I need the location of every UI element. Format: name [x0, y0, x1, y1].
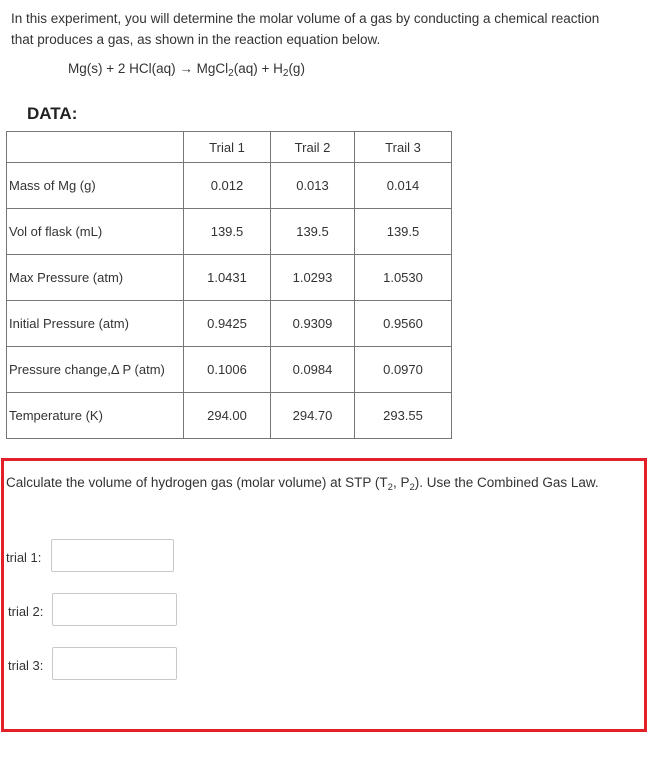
table-cell: [355, 209, 452, 255]
cell-value: 0.014: [386, 178, 420, 193]
cell-value: 0.0970: [383, 362, 423, 377]
cell-value: 0.1006: [207, 362, 247, 377]
reaction-equation: [68, 61, 305, 79]
equation-subscript-2: 2: [282, 68, 289, 79]
prompt-subscript-2: 2: [409, 482, 415, 493]
cell-value: 0.0984: [292, 362, 333, 377]
row-label: Mass of Mg (g): [7, 163, 184, 209]
table-header-row: [7, 132, 452, 163]
question-prompt: [6, 475, 599, 493]
table-cell: [271, 255, 355, 301]
table-row: [7, 163, 452, 209]
prompt-part-2: , P: [392, 475, 410, 490]
table-cell: [355, 255, 452, 301]
intro-line-1: In this experiment, you will determine the molar volume of a gas by conducting a chemical reaction: [11, 11, 600, 26]
cell-value: 293.55: [383, 408, 423, 423]
trial-1-answer-input[interactable]: [51, 539, 174, 572]
trial-1-label: trial 1:: [6, 550, 42, 565]
row-label: Pressure change,Δ P (atm): [7, 347, 184, 393]
trial-3-answer-input[interactable]: [52, 647, 177, 680]
cell-value: 0.9425: [207, 316, 247, 331]
prompt-part-3: ). Use the Combined Gas Law.: [414, 475, 599, 490]
row-label: Initial Pressure (atm): [7, 301, 184, 347]
cell-value: 1.0431: [207, 270, 247, 285]
cell-value: 139.5: [296, 224, 329, 239]
cell-value: 0.9309: [292, 316, 333, 331]
table-row: [7, 209, 452, 255]
table-header-trial-2: Trail 2: [271, 132, 355, 163]
cell-value: 0.013: [296, 178, 329, 193]
equation-part-1: Mg(s) + 2 HCl(aq) → MgCl: [68, 61, 229, 76]
trial-3-label: trial 3:: [8, 658, 44, 673]
equation-part-2: (aq) + H: [233, 61, 283, 76]
cell-value: 294.70: [292, 408, 333, 423]
table-cell: [184, 163, 271, 209]
table-cell: [271, 163, 355, 209]
table-cell: [271, 301, 355, 347]
data-heading: DATA:: [27, 104, 78, 123]
trial-2-answer-input[interactable]: [52, 593, 177, 626]
prompt-part-1: Calculate the volume of hydrogen gas (molar volume) at STP (T: [6, 475, 388, 490]
equation-part-3: (g): [288, 61, 305, 76]
prompt-subscript-1: 2: [387, 482, 393, 493]
cell-value: 139.5: [210, 224, 244, 239]
intro-text: [11, 8, 641, 50]
cell-value: 0.012: [210, 178, 244, 193]
row-label: Max Pressure (atm): [7, 255, 184, 301]
table-header-trial-3: Trail 3: [355, 132, 452, 163]
intro-line-2: that produces a gas, as shown in the reaction equation below.: [11, 32, 381, 47]
cell-value: 1.0530: [383, 270, 423, 285]
table-cell: [355, 393, 452, 439]
table-cell: [184, 255, 271, 301]
table-cell: [184, 347, 271, 393]
table-cell: [355, 347, 452, 393]
table-cell: [271, 209, 355, 255]
table-row: [7, 255, 452, 301]
table-cell: [355, 301, 452, 347]
table-header-trial-1: Trial 1: [184, 132, 271, 163]
cell-value: 0.9560: [383, 316, 423, 331]
table-cell: [355, 163, 452, 209]
table-row: [7, 347, 452, 393]
table-cell: [184, 393, 271, 439]
trial-2-label: trial 2:: [8, 604, 44, 619]
cell-value: 1.0293: [292, 270, 333, 285]
row-label: Temperature (K): [7, 393, 184, 439]
row-label: Vol of flask (mL): [7, 209, 184, 255]
cell-value: 139.5: [386, 224, 420, 239]
table-cell: [271, 393, 355, 439]
table-header-blank: [7, 132, 184, 163]
cell-value: 294.00: [207, 408, 247, 423]
table-row: [7, 393, 452, 439]
table-cell: [184, 301, 271, 347]
table-row: [7, 301, 452, 347]
table-cell: [271, 347, 355, 393]
table-cell: [184, 209, 271, 255]
equation-subscript-1: 2: [228, 68, 234, 79]
data-table: [6, 131, 452, 439]
